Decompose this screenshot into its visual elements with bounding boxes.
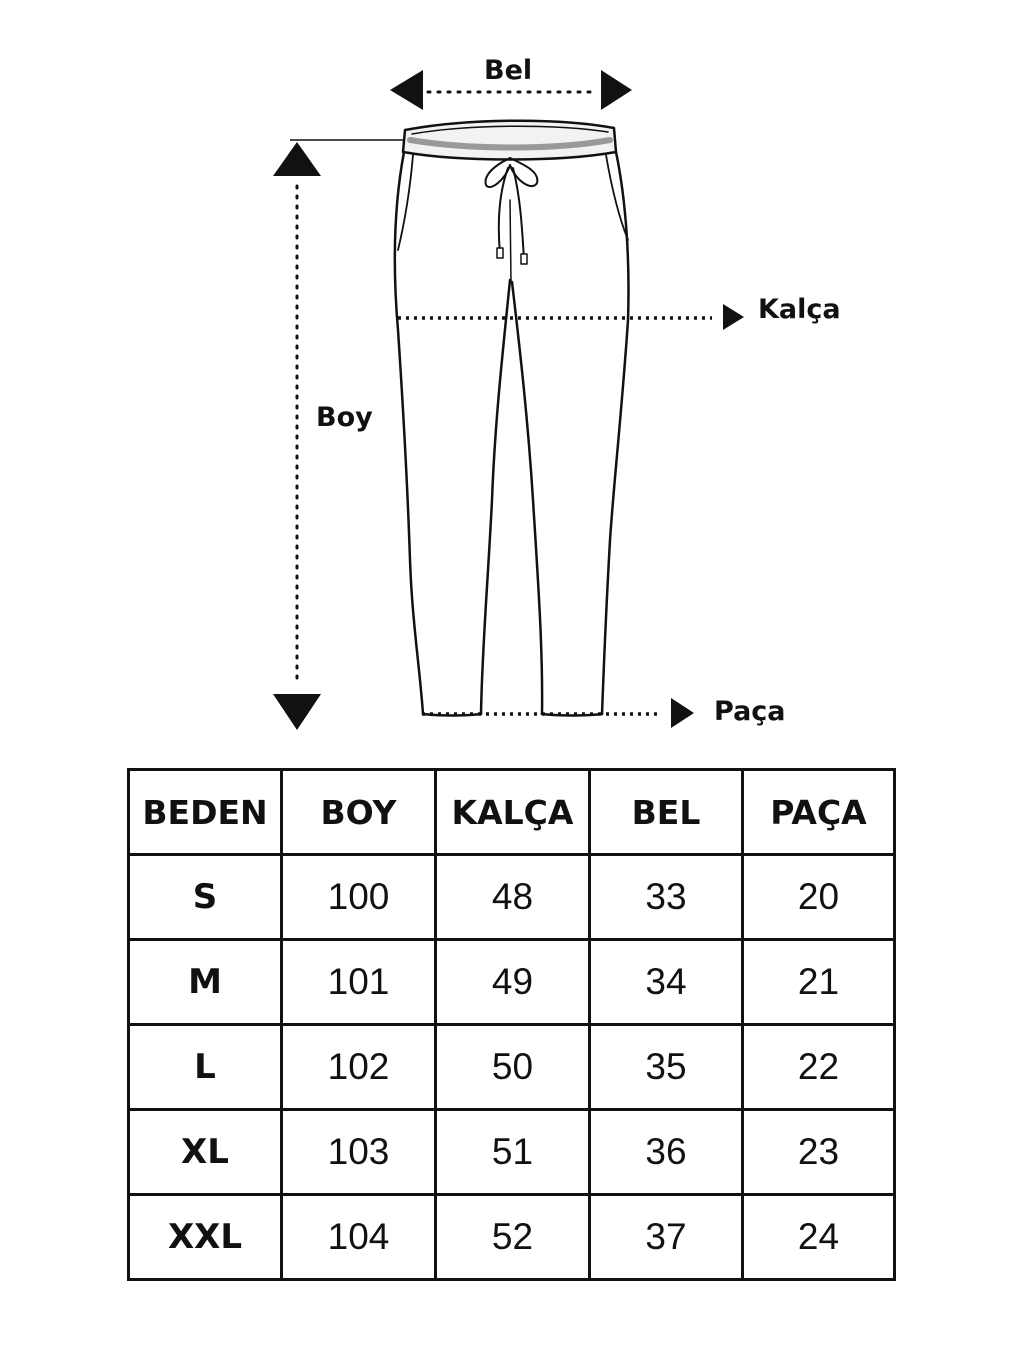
hip-cell: 50 <box>436 1025 590 1110</box>
length-arrow <box>273 140 408 730</box>
hip-cell: 49 <box>436 940 590 1025</box>
hip-cell: 48 <box>436 855 590 940</box>
size-cell: XXL <box>129 1195 282 1280</box>
hem-arrow <box>422 698 694 728</box>
waist-cell: 34 <box>590 940 743 1025</box>
header-hip: KALÇA <box>436 770 590 855</box>
waist-cell: 37 <box>590 1195 743 1280</box>
table-row <box>129 855 895 940</box>
length-cell: 101 <box>282 940 436 1025</box>
size-cell: M <box>129 940 282 1025</box>
header-waist: BEL <box>590 770 743 855</box>
length-cell: 104 <box>282 1195 436 1280</box>
waist-label: Bel <box>484 55 533 86</box>
header-size: BEDEN <box>129 770 282 855</box>
hem-cell: 22 <box>743 1025 895 1110</box>
waist-cell: 33 <box>590 855 743 940</box>
hip-label: Kalça <box>758 294 841 325</box>
table-row <box>129 1110 895 1195</box>
hem-cell: 23 <box>743 1110 895 1195</box>
length-cell: 103 <box>282 1110 436 1195</box>
header-length: BOY <box>282 770 436 855</box>
hip-cell: 52 <box>436 1195 590 1280</box>
size-cell: L <box>129 1025 282 1110</box>
hem-cell: 21 <box>743 940 895 1025</box>
length-cell: 102 <box>282 1025 436 1110</box>
length-label: Boy <box>316 402 373 433</box>
hem-cell: 24 <box>743 1195 895 1280</box>
size-cell: XL <box>129 1110 282 1195</box>
hip-arrow <box>398 304 744 330</box>
size-chart-table <box>127 768 896 1281</box>
hem-label: Paça <box>714 696 786 727</box>
pants-outline <box>395 121 629 716</box>
header-hem: PAÇA <box>743 770 895 855</box>
waist-cell: 36 <box>590 1110 743 1195</box>
hip-cell: 51 <box>436 1110 590 1195</box>
table-row <box>129 1025 895 1110</box>
table-row <box>129 1195 895 1280</box>
table-header-row <box>129 770 895 855</box>
waist-cell: 35 <box>590 1025 743 1110</box>
length-cell: 100 <box>282 855 436 940</box>
table-row <box>129 940 895 1025</box>
size-cell: S <box>129 855 282 940</box>
hem-cell: 20 <box>743 855 895 940</box>
